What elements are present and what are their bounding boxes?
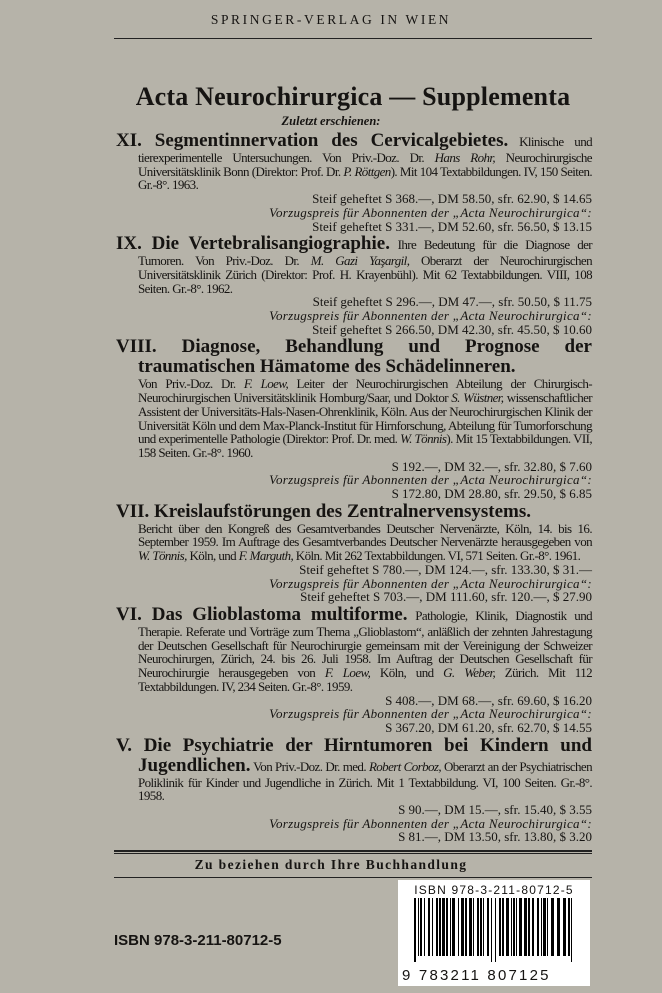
price-line: S 192.—, DM 32.—, sfr. 32.80, $ 7.60 <box>391 458 592 474</box>
barcode-bar <box>469 898 472 956</box>
subscriber-price-label: Vorzugspreis für Abonnenten der „Acta Neurochirurgica“: <box>269 815 592 831</box>
barcode-bar <box>452 898 455 956</box>
barcode-bar <box>491 898 492 962</box>
barcode-bar <box>432 898 433 956</box>
barcode-bar <box>551 898 554 956</box>
entry-description <box>116 131 592 192</box>
author-name: F. Marguth, <box>238 548 294 564</box>
entry-description <box>116 605 592 694</box>
barcode-bar <box>513 898 515 956</box>
subscriber-price-label: Vorzugspreis für Abonnenten der „Acta Neurochirurgica“: <box>269 472 592 488</box>
barcode-bar <box>461 898 464 956</box>
barcode-bar <box>506 898 509 956</box>
publisher-name: SPRINGER-VERLAG IN WIEN <box>210 12 452 27</box>
barcode-bars <box>414 898 574 962</box>
barcode-bar <box>487 898 489 956</box>
barcode-bar <box>516 898 517 956</box>
barcode-bar <box>557 898 560 956</box>
entry-description <box>116 736 592 803</box>
author-name: Hans Rohr, <box>434 150 496 165</box>
entry-heading: VIII. Diagnose, Behandlung und Prognose der traumatischen Hämatome des Schädelinneren. <box>116 336 592 378</box>
price-line: Steif geheftet S 266.50, DM 42.30, sfr. 45.50, $ 10.60 <box>312 321 592 337</box>
subscriber-price-label: Vorzugspreis für Abonnenten der „Acta Neurochirurgica“: <box>269 308 592 324</box>
entry-text: Pathologie, Klinik, Diagnostik und Therapie. Referate und Vorträge zum Thema „Glioblastom“, anläßlich der zehnten Jahrestagung der Deutschen Gesellschaft für Neurochirurgie gemeinsam mit der Vereinigung der Schweizer Neurochirurgen, Zürich, 24. bis 26. Juli 1958. Im Auftrag der Deutschen Gesellschaft für Neurochirurgie herausgegeben von <box>138 607 592 681</box>
entry-text: Köln, und <box>370 665 444 681</box>
barcode-digits: 9 783211 807125 <box>402 967 551 984</box>
entry <box>116 337 592 500</box>
barcode-bar <box>502 898 504 956</box>
entry-text: wissenschaftlicher Assistent der Universitäts-Hals-Nasen-Ohrenklinik, Köln. Aus der Neurochirurgischen Klinik der Universität Köln und dem Max-Planck-Institut für Hirnforschung, Abteilung für Tumorforschung und experimentelle Pathologie (Direktor: Prof. Dr. med. <box>138 390 592 447</box>
barcode-bar <box>414 898 416 962</box>
barcode-bar <box>519 898 522 956</box>
barcode-bar <box>541 898 542 956</box>
entry-text: Oberarzt an der Psychiatrischen Poliklinik für Kinder und Jugendliche in Zürich. Mit 1 Textabbildung. VI, 100 Seiten. Gr.-8°. 1958. <box>138 758 592 804</box>
barcode-bar <box>477 898 479 956</box>
order-note: Zu beziehen durch Ihre Buchhandlung <box>194 857 468 872</box>
barcode-bar <box>436 898 438 956</box>
entry-text: Neurochirurgische Universitätsklinik Bonn (Direktor: Prof. Dr. <box>138 150 592 179</box>
barcode-bar <box>424 898 425 956</box>
barcode-bar <box>450 898 451 956</box>
entry-heading: VII. Kreislaufstörungen des Zentralnervensystems. <box>116 500 532 522</box>
barcode-bar <box>499 898 501 956</box>
entry-text: Oberarzt der Neurochirurgischen Universitätsklinik Zürich (Direktor: Prof. H. Krayenbühl). Mit 62 Textabbildungen. VIII, 108 Seiten. Gr.-8°. 1962. <box>138 253 592 296</box>
author-name: F. Loew, <box>243 376 289 392</box>
price-line: S 367.20, DM 61.20, sfr. 62.70, $ 14.55 <box>385 719 592 735</box>
barcode-bar <box>547 898 548 956</box>
author-name: G. Weber, <box>443 665 496 681</box>
author-name: F. Loew, <box>324 665 371 681</box>
entry-list <box>116 131 592 845</box>
barcode-bar <box>571 898 572 962</box>
entry-text: Ihre Bedeutung für die Diagnose der Tumoren. Von Priv.-Doz. Dr. <box>138 237 593 269</box>
author-name: W. Tönnis <box>400 431 447 447</box>
barcode-bar <box>480 898 482 956</box>
price-line: Steif geheftet S 703.—, DM 111.60, sfr. 120.—, $ 27.90 <box>300 589 592 605</box>
barcode-bar <box>483 898 484 956</box>
subscriber-price-label: Vorzugspreis für Abonnenten der „Acta Neurochirurgica“: <box>269 204 592 220</box>
barcode-bar <box>473 898 474 956</box>
subscriber-price-label: Vorzugspreis für Abonnenten der „Acta Neurochirurgica“: <box>269 575 592 591</box>
author-name: Robert Corboz, <box>368 758 442 774</box>
barcode-bar <box>420 898 422 956</box>
entry-text: Zürich. Mit 112 Textabbildungen. IV, 234 Seiten. Gr.-8°. 1959. <box>138 665 592 694</box>
author-name: W. Tönnis, <box>138 548 187 564</box>
barcode-bar <box>458 898 459 956</box>
author-name: M. Gazi Yaşargil, <box>310 253 410 269</box>
barcode-bar <box>418 898 419 956</box>
entry-text: Bericht über den Kongreß des Gesamtverbandes Deutscher Nervenärzte, Köln, 14. bis 16. September 1959. Im Auftrage des Gesamtverbandes Deutscher Nervenärzte herausgegeben von <box>138 520 592 550</box>
barcode-bar <box>465 898 467 956</box>
series-title: Acta Neurochirurgica — Supplementa <box>135 82 571 111</box>
entry-text: ). Mit 104 Textabbildungen. IV, 150 Seiten. Gr.-8°. 1963. <box>138 163 593 193</box>
entry-text: Köln, und <box>186 548 239 564</box>
footer-rule-bottom <box>114 877 592 878</box>
price-line: Steif geheftet S 296.—, DM 47.—, sfr. 50.50, $ 11.75 <box>312 294 592 310</box>
barcode-bar <box>524 898 527 956</box>
footer-rule-top <box>114 850 592 852</box>
entry-text: Köln. Mit 262 Textabbildungen. VI, 571 Seiten. Gr.-8°. 1961. <box>293 548 581 564</box>
barcode-bar <box>428 898 430 956</box>
entry-description <box>116 502 592 563</box>
entry-description <box>116 337 592 459</box>
price-line: S 172.80, DM 28.80, sfr. 29.50, $ 6.85 <box>391 486 592 502</box>
barcode-label: ISBN 978-3-211-80712-5 <box>414 883 574 897</box>
footer-rule-top-thin <box>114 853 592 854</box>
barcode-bar <box>442 898 445 956</box>
author-name: S. Wüstner, <box>451 390 504 406</box>
author-name: P. Röttgen <box>343 163 391 179</box>
entry <box>116 502 592 604</box>
entry <box>116 131 592 233</box>
entry-heading: IX. Die Vertebralisangiographie. <box>116 233 390 255</box>
barcode-bar <box>563 898 566 956</box>
entry-heading: XI. Segmentinnervation des Cervicalgebietes. <box>116 130 509 151</box>
entry-text: ). Mit 15 Textabbildungen. VII, 158 Seiten. Gr.-8°. 1960. <box>138 431 592 460</box>
barcode-bar <box>537 898 539 956</box>
entry <box>116 605 592 735</box>
price-line: Steif geheftet S 368.—, DM 58.50, sfr. 62.90, $ 14.65 <box>312 191 592 207</box>
price-line: S 81.—, DM 13.50, sfr. 13.80, $ 3.20 <box>398 829 592 845</box>
barcode-bar <box>511 898 512 956</box>
barcode-bar <box>528 898 530 956</box>
entry-text: Klinische und tierexperimentelle Untersuchungen. Von Priv.-Doz. Dr. <box>138 134 592 165</box>
header-rule <box>114 38 592 39</box>
price-line: S 408.—, DM 68.—, sfr. 69.60, $ 16.20 <box>385 692 592 708</box>
subscriber-price-label: Vorzugspreis für Abonnenten der „Acta Neurochirurgica“: <box>269 706 592 722</box>
isbn-text: ISBN 978-3-211-80712-5 <box>114 932 282 949</box>
barcode-bar <box>439 898 441 956</box>
barcode-bar <box>543 898 546 956</box>
entry-text: Von Priv.-Doz. Dr. med. <box>250 758 369 774</box>
entry-heading: V. Die Psychiatrie der Hirntumoren bei Kindern und Jugendlichen. <box>116 734 592 776</box>
price-line: S 90.—, DM 15.—, sfr. 15.40, $ 3.55 <box>398 802 592 818</box>
price-line: Steif geheftet S 331.—, DM 52.60, sfr. 56.50, $ 13.15 <box>312 218 592 234</box>
entry <box>116 736 592 845</box>
barcode-bar <box>568 898 570 956</box>
barcode-bar <box>446 898 448 956</box>
entry-text: Leiter der Neurochirurgischen Abteilung der Chirurgisch-Neurochirurgischen Universitätsklinik Homburg/Saar, und Doktor <box>138 376 592 406</box>
entry-text: Von Priv.-Doz. Dr. <box>138 376 244 392</box>
entry-heading: VI. Das Glioblastoma multiforme. <box>116 603 408 625</box>
price-line: Steif geheftet S 780.—, DM 124.—, sfr. 133.30, $ 31.— <box>299 561 592 577</box>
barcode-bar <box>495 898 496 962</box>
barcode-bar <box>532 898 534 956</box>
barcode <box>398 880 590 986</box>
subtitle: Zuletzt erschienen: <box>281 114 381 128</box>
entry <box>116 234 592 336</box>
entry-description <box>116 234 592 295</box>
